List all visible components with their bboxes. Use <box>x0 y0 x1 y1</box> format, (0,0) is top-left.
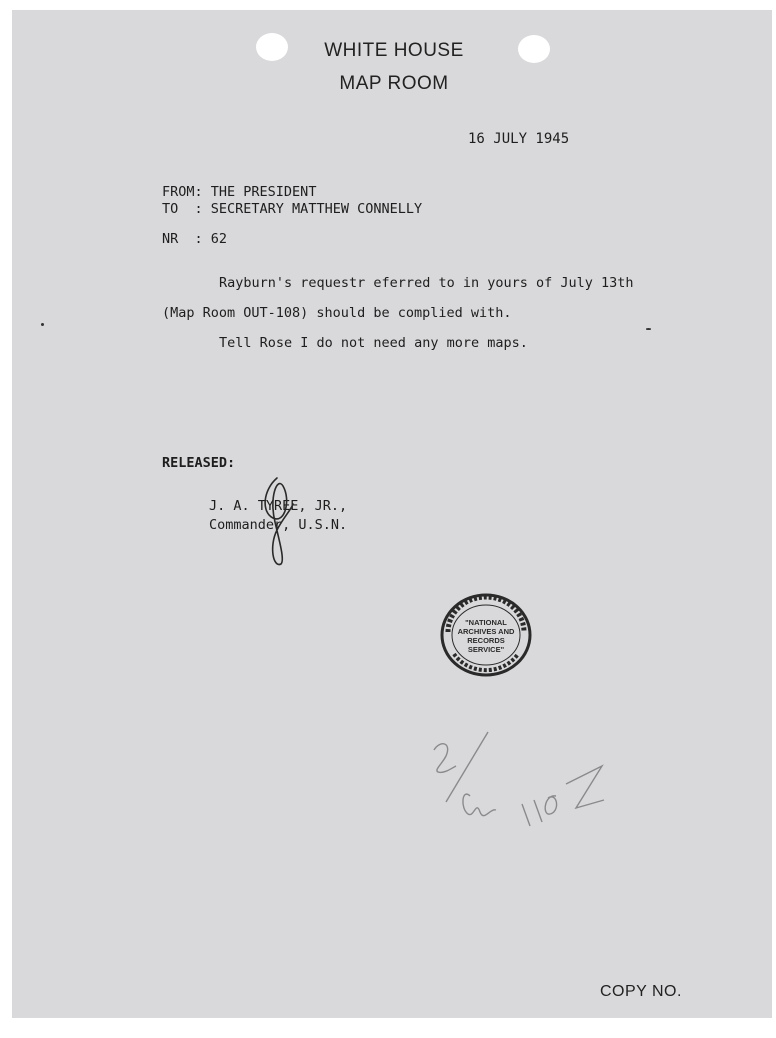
document-page <box>12 10 772 1018</box>
nr-line <box>162 231 227 247</box>
message-body-line-3: Tell Rose I do not need any more maps. <box>219 335 528 351</box>
message-body-line-1: Rayburn's requestr eferred to in yours of July 13th <box>219 275 634 291</box>
copy-number-label: COPY NO. <box>600 983 682 1000</box>
released-label: RELEASED: <box>162 455 236 471</box>
message-body-line-2: (Map Room OUT-108) should be complied with. <box>162 305 512 321</box>
handwritten-file-note <box>426 722 626 842</box>
handwritten-signature <box>255 470 305 570</box>
archives-stamp-text: "NATIONAL ARCHIVES AND RECORDS SERVICE" <box>457 618 515 654</box>
to-label: TO : <box>162 201 203 217</box>
archives-stamp <box>438 592 534 678</box>
message-date: 16 JULY 1945 <box>468 131 570 147</box>
letterhead-white-house: WHITE HOUSE <box>324 40 464 61</box>
from-line <box>162 184 316 200</box>
letterhead-map-room: MAP ROOM <box>339 73 449 94</box>
paper-speck <box>41 323 44 326</box>
releasing-officer-name: J. A. TYREE, JR., <box>209 498 348 514</box>
from-value: THE PRESIDENT <box>210 184 317 200</box>
from-label: FROM: <box>162 184 203 200</box>
to-line <box>162 201 422 217</box>
paper-speck <box>646 328 651 330</box>
to-value: SECRETARY MATTHEW CONNELLY <box>210 201 423 217</box>
nr-value: 62 <box>210 231 228 247</box>
nr-label: NR : <box>162 231 203 247</box>
releasing-officer-rank: Commander, U.S.N. <box>209 517 348 533</box>
